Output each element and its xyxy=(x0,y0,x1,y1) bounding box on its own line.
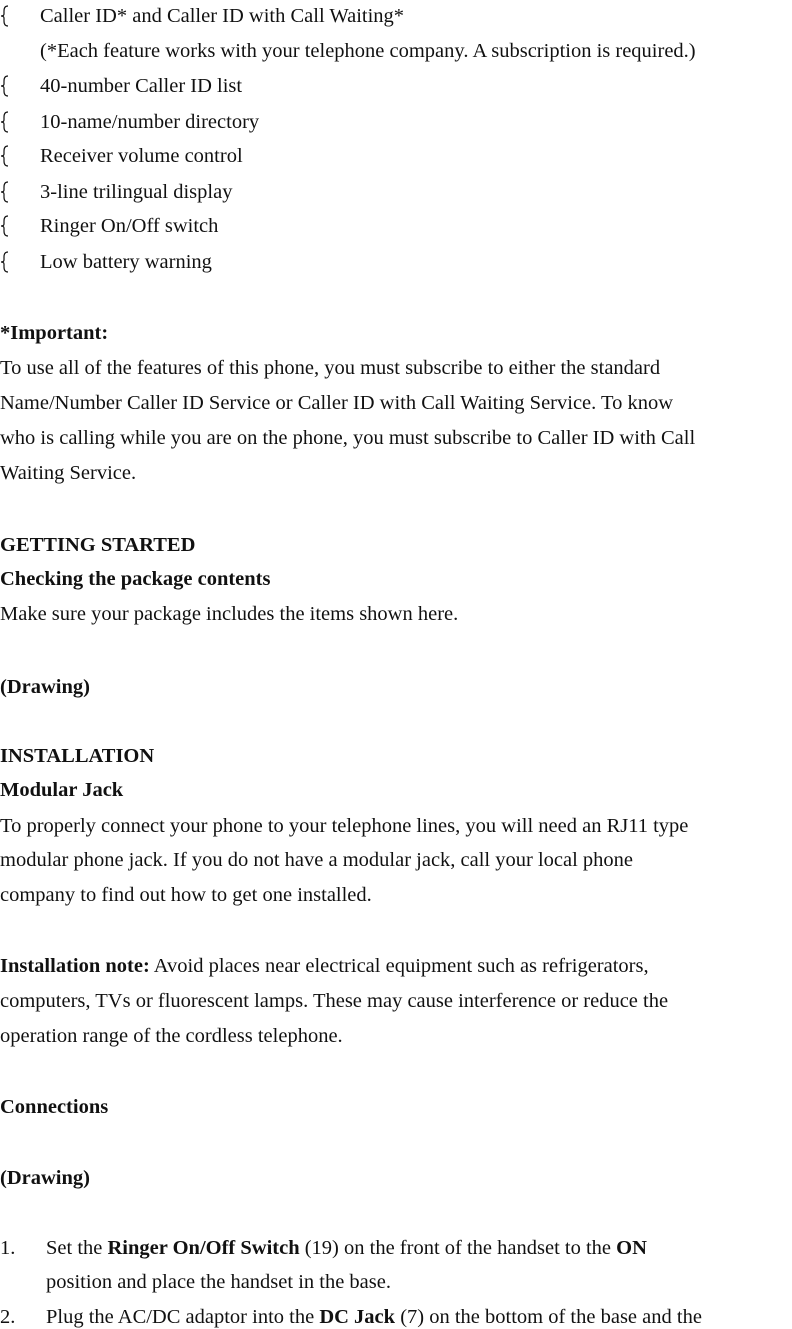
bullet-icon xyxy=(0,74,14,98)
feature-text: 3-line trilingual display xyxy=(40,181,233,203)
subheading: Checking the package contents xyxy=(0,568,271,590)
bullet-icon xyxy=(0,180,14,204)
step-number: 1. xyxy=(0,1237,16,1259)
feature-text: Ringer On/Off switch xyxy=(40,215,219,237)
step-text: Set the Ringer On/Off Switch (19) on the front of the handset to the ON xyxy=(46,1237,647,1259)
step-number: 2. xyxy=(0,1306,16,1328)
paragraph: Make sure your package includes the items shown here. xyxy=(0,603,459,625)
installation-note: Installation note: Avoid places near electrical equipment such as refrigerators, xyxy=(0,955,649,977)
important-text: To use all of the features of this phone, you must subscribe to either the standard xyxy=(0,357,661,379)
paragraph: To properly connect your phone to your telephone lines, you will need an RJ11 type xyxy=(0,815,689,837)
paragraph: computers, TVs or fluorescent lamps. These may cause interference or reduce the xyxy=(0,990,669,1012)
step-text: Plug the AC/DC adaptor into the DC Jack (7) on the bottom of the base and the xyxy=(46,1306,702,1328)
bullet-icon xyxy=(0,144,14,168)
paragraph: operation range of the cordless telephone. xyxy=(0,1025,343,1047)
bullet-icon xyxy=(0,250,14,274)
section-heading: INSTALLATION xyxy=(0,745,155,767)
feature-text: 10-name/number directory xyxy=(40,111,260,133)
feature-text: 40-number Caller ID list xyxy=(40,75,243,97)
paragraph: company to find out how to get one installed. xyxy=(0,884,372,906)
important-text: Name/Number Caller ID Service or Caller ID with Call Waiting Service. To know xyxy=(0,392,674,414)
feature-text: Caller ID* and Caller ID with Call Waiting* xyxy=(40,5,405,27)
note-label: Installation note: xyxy=(0,955,150,977)
section-heading: GETTING STARTED xyxy=(0,534,196,556)
step-text-cont: position and place the handset in the base. xyxy=(46,1271,391,1293)
subheading: Modular Jack xyxy=(0,779,124,801)
bullet-icon xyxy=(0,214,14,238)
important-text: Waiting Service. xyxy=(0,462,137,484)
bullet-icon xyxy=(0,110,14,134)
paragraph: modular phone jack. If you do not have a modular jack, call your local phone xyxy=(0,849,634,871)
feature-note: (*Each feature works with your telephone company. A subscription is required.) xyxy=(40,40,696,62)
drawing-placeholder: (Drawing) xyxy=(0,1167,90,1189)
bullet-icon xyxy=(0,4,14,28)
drawing-placeholder: (Drawing) xyxy=(0,676,90,698)
feature-text: Low battery warning xyxy=(40,251,212,273)
important-text: who is calling while you are on the phone, you must subscribe to Caller ID with Call xyxy=(0,427,696,449)
subheading: Connections xyxy=(0,1096,109,1118)
feature-text: Receiver volume control xyxy=(40,145,243,167)
important-heading: *Important: xyxy=(0,322,109,344)
